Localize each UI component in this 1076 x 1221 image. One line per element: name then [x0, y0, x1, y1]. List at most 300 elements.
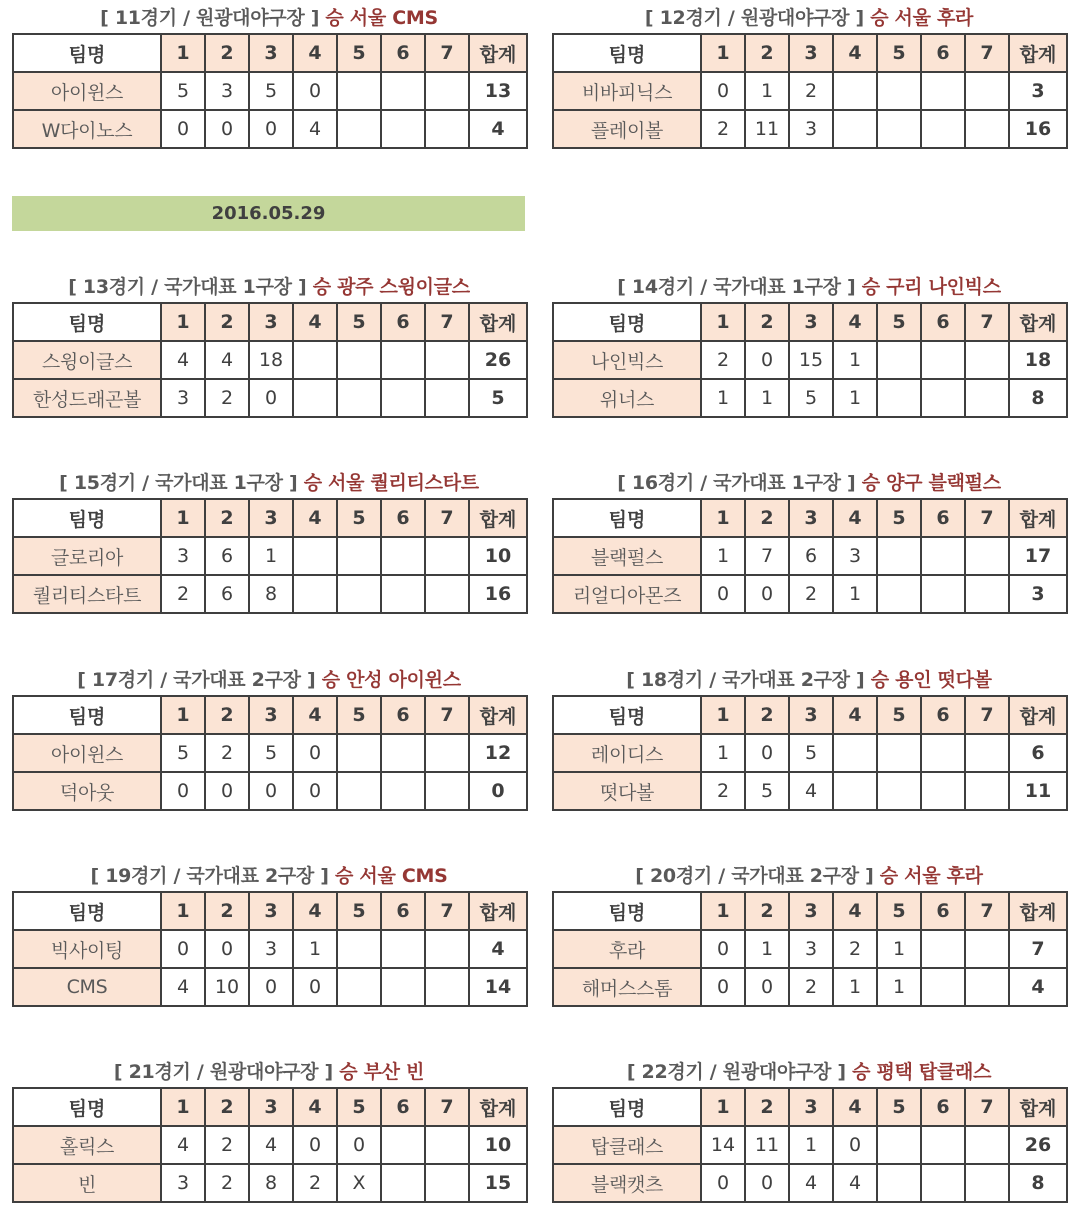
- inning-header: 3: [789, 892, 833, 930]
- inning-header: 6: [921, 499, 965, 537]
- team-name: 탑클래스: [553, 1126, 701, 1164]
- total-score: 15: [469, 1164, 527, 1202]
- team-row: [553, 72, 1067, 110]
- team-name: 아이윈스: [13, 734, 161, 772]
- inning-score: 18: [249, 341, 293, 379]
- team-name: 비바피닉스: [553, 72, 701, 110]
- inning-score: [337, 930, 381, 968]
- team-name: 아이윈스: [13, 72, 161, 110]
- inning-score: [921, 575, 965, 613]
- game-winner: 승 서울 후라: [870, 7, 974, 29]
- team-name: 홀릭스: [13, 1126, 161, 1164]
- game-title: [12, 272, 526, 302]
- inning-score: [381, 772, 425, 810]
- game-winner: 승 광주 스윙이글스: [312, 276, 470, 298]
- total-score: 8: [1009, 379, 1067, 417]
- game-winner: 승 서울 CMS: [325, 7, 438, 29]
- inning-score: [381, 930, 425, 968]
- inning-score: [921, 734, 965, 772]
- inning-header: 4: [293, 1088, 337, 1126]
- inning-score: 15: [789, 341, 833, 379]
- inning-header: 5: [877, 303, 921, 341]
- inning-score: [425, 1126, 469, 1164]
- inning-score: [921, 1164, 965, 1202]
- inning-score: [877, 772, 921, 810]
- team-row: [553, 110, 1067, 148]
- inning-score: 1: [789, 1126, 833, 1164]
- header-row: [553, 499, 1067, 537]
- total-score: 7: [1009, 930, 1067, 968]
- inning-header: 3: [249, 892, 293, 930]
- inning-score: [337, 72, 381, 110]
- header-row: [13, 892, 527, 930]
- inning-score: [425, 575, 469, 613]
- game-title: [552, 665, 1066, 695]
- team-name: CMS: [13, 968, 161, 1006]
- inning-score: 0: [745, 341, 789, 379]
- total-score: 6: [1009, 734, 1067, 772]
- game-label: [ 22경기 / 원광대야구장 ]: [626, 1061, 846, 1083]
- inning-score: 0: [161, 772, 205, 810]
- inning-score: [381, 341, 425, 379]
- inning-score: 2: [161, 575, 205, 613]
- inning-score: [425, 1164, 469, 1202]
- inning-header: 3: [249, 696, 293, 734]
- inning-score: [965, 110, 1009, 148]
- inning-score: 5: [789, 734, 833, 772]
- inning-score: 0: [745, 1164, 789, 1202]
- inning-score: [337, 341, 381, 379]
- score-table: [12, 498, 528, 614]
- inning-header: 2: [205, 696, 249, 734]
- inning-header: 1: [701, 1088, 745, 1126]
- score-table: [12, 1087, 528, 1203]
- inning-header: 5: [337, 696, 381, 734]
- inning-score: [337, 772, 381, 810]
- team-name: 스윙이글스: [13, 341, 161, 379]
- game-winner: 승 서울 후라: [879, 865, 983, 887]
- inning-score: 4: [789, 772, 833, 810]
- team-row: [13, 968, 527, 1006]
- team-name: W다이노스: [13, 110, 161, 148]
- inning-header: 5: [337, 1088, 381, 1126]
- game-title: [12, 3, 526, 33]
- inning-score: 4: [789, 1164, 833, 1202]
- header-row: [553, 892, 1067, 930]
- inning-score: [965, 575, 1009, 613]
- inning-score: 4: [161, 341, 205, 379]
- team-name: 리얼디아몬즈: [553, 575, 701, 613]
- game-winner: 승 부산 빈: [339, 1061, 425, 1083]
- inning-score: 3: [249, 930, 293, 968]
- inning-score: [425, 968, 469, 1006]
- inning-header: 6: [921, 34, 965, 72]
- inning-header: 1: [161, 34, 205, 72]
- inning-header: 4: [833, 1088, 877, 1126]
- team-row: [13, 1126, 527, 1164]
- score-table: [552, 1087, 1068, 1203]
- inning-score: [381, 537, 425, 575]
- team-name: 퀄리티스타트: [13, 575, 161, 613]
- inning-header: 4: [293, 34, 337, 72]
- game-block: [12, 665, 526, 811]
- score-table: [12, 695, 528, 811]
- inning-score: 2: [833, 930, 877, 968]
- inning-header: 1: [161, 499, 205, 537]
- total-score: 26: [469, 341, 527, 379]
- team-header: 팀명: [553, 34, 701, 72]
- header-row: [553, 34, 1067, 72]
- inning-header: 3: [249, 303, 293, 341]
- team-row: [13, 1164, 527, 1202]
- inning-header: 2: [205, 499, 249, 537]
- inning-score: 0: [745, 968, 789, 1006]
- inning-score: 0: [745, 734, 789, 772]
- inning-score: 1: [701, 537, 745, 575]
- inning-score: [293, 537, 337, 575]
- inning-score: [337, 537, 381, 575]
- inning-score: [965, 72, 1009, 110]
- team-name: 떳다볼: [553, 772, 701, 810]
- inning-header: 6: [381, 499, 425, 537]
- game-label: [ 12경기 / 원광대야구장 ]: [644, 7, 864, 29]
- game-label: [ 16경기 / 국가대표 1구장 ]: [617, 472, 856, 494]
- inning-score: [921, 379, 965, 417]
- inning-header: 3: [789, 1088, 833, 1126]
- inning-score: [877, 1164, 921, 1202]
- total-score: 10: [469, 1126, 527, 1164]
- inning-score: 1: [293, 930, 337, 968]
- team-row: [13, 575, 527, 613]
- total-header: 합계: [469, 696, 527, 734]
- inning-header: 3: [789, 499, 833, 537]
- game-title: [12, 468, 526, 498]
- score-table: [12, 891, 528, 1007]
- inning-header: 6: [381, 303, 425, 341]
- inning-score: [833, 110, 877, 148]
- inning-score: [877, 379, 921, 417]
- inning-score: 6: [789, 537, 833, 575]
- inning-score: [381, 379, 425, 417]
- inning-header: 3: [789, 34, 833, 72]
- game-label: [ 21경기 / 원광대야구장 ]: [113, 1061, 333, 1083]
- inning-score: [337, 734, 381, 772]
- inning-score: [965, 1126, 1009, 1164]
- inning-header: 7: [965, 1088, 1009, 1126]
- inning-score: 0: [293, 734, 337, 772]
- game-label: [ 11경기 / 원광대야구장 ]: [100, 7, 320, 29]
- inning-header: 4: [293, 303, 337, 341]
- inning-header: 2: [205, 34, 249, 72]
- team-row: [13, 110, 527, 148]
- inning-header: 1: [701, 696, 745, 734]
- inning-score: [921, 72, 965, 110]
- inning-score: [833, 734, 877, 772]
- inning-score: 8: [249, 575, 293, 613]
- team-row: [13, 930, 527, 968]
- inning-header: 5: [337, 499, 381, 537]
- inning-header: 4: [833, 696, 877, 734]
- game-title: [552, 468, 1066, 498]
- inning-score: [965, 341, 1009, 379]
- inning-header: 4: [833, 499, 877, 537]
- inning-header: 7: [965, 303, 1009, 341]
- header-row: [13, 1088, 527, 1126]
- inning-score: 4: [833, 1164, 877, 1202]
- inning-header: 3: [789, 303, 833, 341]
- inning-score: 5: [249, 72, 293, 110]
- inning-score: 5: [161, 734, 205, 772]
- inning-score: [965, 1164, 1009, 1202]
- inning-header: 5: [337, 34, 381, 72]
- team-row: [13, 72, 527, 110]
- game-block: [12, 468, 526, 614]
- inning-score: [425, 734, 469, 772]
- inning-score: 11: [745, 1126, 789, 1164]
- inning-header: 7: [965, 34, 1009, 72]
- header-row: [553, 1088, 1067, 1126]
- game-block: [552, 665, 1066, 811]
- team-row: [13, 734, 527, 772]
- inning-score: [877, 537, 921, 575]
- inning-score: [381, 968, 425, 1006]
- inning-score: [381, 110, 425, 148]
- inning-header: 3: [249, 499, 293, 537]
- team-header: 팀명: [553, 499, 701, 537]
- total-header: 합계: [1009, 1088, 1067, 1126]
- inning-header: 5: [877, 34, 921, 72]
- total-header: 합계: [1009, 892, 1067, 930]
- inning-score: 11: [745, 110, 789, 148]
- team-name: 해머스스톰: [553, 968, 701, 1006]
- inning-score: 1: [833, 379, 877, 417]
- game-winner: 승 구리 나인빅스: [861, 276, 1001, 298]
- inning-score: 1: [745, 72, 789, 110]
- header-row: [13, 34, 527, 72]
- inning-header: 4: [293, 499, 337, 537]
- team-row: [553, 968, 1067, 1006]
- inning-score: 0: [701, 1164, 745, 1202]
- inning-score: 2: [701, 341, 745, 379]
- inning-score: 3: [161, 537, 205, 575]
- team-name: 글로리아: [13, 537, 161, 575]
- inning-score: 0: [205, 110, 249, 148]
- inning-score: 1: [833, 968, 877, 1006]
- total-score: 18: [1009, 341, 1067, 379]
- inning-score: 2: [205, 1126, 249, 1164]
- inning-score: 5: [249, 734, 293, 772]
- inning-score: 2: [293, 1164, 337, 1202]
- inning-header: 3: [249, 34, 293, 72]
- inning-score: [425, 341, 469, 379]
- inning-header: 7: [965, 892, 1009, 930]
- inning-score: 0: [293, 968, 337, 1006]
- total-score: 26: [1009, 1126, 1067, 1164]
- total-score: 13: [469, 72, 527, 110]
- inning-header: 6: [381, 696, 425, 734]
- inning-header: 5: [337, 303, 381, 341]
- team-header: 팀명: [553, 892, 701, 930]
- inning-score: [293, 575, 337, 613]
- team-header: 팀명: [13, 892, 161, 930]
- team-row: [13, 772, 527, 810]
- total-score: 16: [469, 575, 527, 613]
- inning-score: 4: [249, 1126, 293, 1164]
- total-score: 16: [1009, 110, 1067, 148]
- game-block: [552, 272, 1066, 418]
- team-row: [553, 1126, 1067, 1164]
- game-title: [12, 1057, 526, 1087]
- game-block: [552, 1057, 1066, 1203]
- inning-score: [921, 537, 965, 575]
- total-score: 4: [469, 110, 527, 148]
- total-header: 합계: [1009, 696, 1067, 734]
- score-table: [12, 33, 528, 149]
- game-title: [552, 1057, 1066, 1087]
- inning-score: [293, 379, 337, 417]
- inning-header: 3: [249, 1088, 293, 1126]
- inning-header: 2: [745, 696, 789, 734]
- inning-score: 2: [701, 772, 745, 810]
- inning-score: 0: [205, 930, 249, 968]
- team-row: [553, 575, 1067, 613]
- total-header: 합계: [469, 1088, 527, 1126]
- total-score: 4: [1009, 968, 1067, 1006]
- inning-header: 6: [921, 303, 965, 341]
- total-score: 3: [1009, 575, 1067, 613]
- total-score: 14: [469, 968, 527, 1006]
- inning-score: [293, 341, 337, 379]
- inning-header: 5: [877, 696, 921, 734]
- inning-score: [965, 537, 1009, 575]
- team-name: 블랙캣츠: [553, 1164, 701, 1202]
- inning-score: 10: [205, 968, 249, 1006]
- inning-header: 7: [425, 892, 469, 930]
- inning-score: 0: [293, 1126, 337, 1164]
- team-name: 한성드래곤볼: [13, 379, 161, 417]
- team-header: 팀명: [13, 499, 161, 537]
- inning-score: 3: [833, 537, 877, 575]
- inning-score: 3: [161, 1164, 205, 1202]
- inning-score: 6: [205, 537, 249, 575]
- inning-header: 2: [745, 303, 789, 341]
- game-block: [12, 3, 526, 149]
- header-row: [553, 696, 1067, 734]
- inning-score: 2: [205, 734, 249, 772]
- inning-score: [921, 1126, 965, 1164]
- total-score: 17: [1009, 537, 1067, 575]
- inning-score: 0: [249, 379, 293, 417]
- team-row: [553, 930, 1067, 968]
- total-score: 4: [469, 930, 527, 968]
- game-label: [ 15경기 / 국가대표 1구장 ]: [59, 472, 298, 494]
- inning-header: 5: [877, 1088, 921, 1126]
- inning-score: 5: [161, 72, 205, 110]
- team-name: 플레이볼: [553, 110, 701, 148]
- inning-score: 2: [205, 1164, 249, 1202]
- total-score: 11: [1009, 772, 1067, 810]
- inning-score: 0: [833, 1126, 877, 1164]
- inning-header: 6: [921, 892, 965, 930]
- inning-score: 5: [789, 379, 833, 417]
- inning-score: [877, 341, 921, 379]
- inning-header: 7: [965, 499, 1009, 537]
- inning-score: [921, 968, 965, 1006]
- inning-header: 2: [205, 892, 249, 930]
- total-score: 0: [469, 772, 527, 810]
- inning-score: 0: [745, 575, 789, 613]
- score-table: [552, 498, 1068, 614]
- team-name: 레이디스: [553, 734, 701, 772]
- inning-score: 4: [293, 110, 337, 148]
- team-header: 팀명: [553, 696, 701, 734]
- inning-header: 4: [833, 303, 877, 341]
- inning-score: 0: [293, 772, 337, 810]
- inning-score: 4: [161, 1126, 205, 1164]
- inning-header: 1: [701, 499, 745, 537]
- header-row: [13, 499, 527, 537]
- score-table: [552, 891, 1068, 1007]
- team-header: 팀명: [553, 1088, 701, 1126]
- game-winner: 승 안성 아이윈스: [321, 669, 461, 691]
- inning-score: 4: [205, 341, 249, 379]
- inning-score: [833, 772, 877, 810]
- team-row: [553, 379, 1067, 417]
- inning-score: X: [337, 1164, 381, 1202]
- inning-score: [921, 772, 965, 810]
- inning-score: 0: [337, 1126, 381, 1164]
- total-header: 합계: [469, 303, 527, 341]
- game-title: [552, 861, 1066, 891]
- inning-header: 5: [337, 892, 381, 930]
- inning-score: [921, 110, 965, 148]
- inning-score: 5: [745, 772, 789, 810]
- header-row: [553, 303, 1067, 341]
- total-header: 합계: [469, 892, 527, 930]
- game-block: [552, 468, 1066, 614]
- inning-score: 0: [161, 930, 205, 968]
- inning-score: 0: [161, 110, 205, 148]
- inning-score: 0: [249, 110, 293, 148]
- inning-score: 0: [249, 968, 293, 1006]
- total-header: 합계: [1009, 499, 1067, 537]
- game-block: [552, 3, 1066, 149]
- team-header: 팀명: [13, 696, 161, 734]
- inning-header: 1: [161, 1088, 205, 1126]
- inning-score: [877, 734, 921, 772]
- inning-header: 1: [701, 303, 745, 341]
- score-table: [552, 33, 1068, 149]
- game-winner: 승 양구 블랙펄스: [861, 472, 1001, 494]
- inning-header: 2: [745, 892, 789, 930]
- inning-header: 7: [425, 34, 469, 72]
- inning-score: [965, 930, 1009, 968]
- game-label: [ 14경기 / 국가대표 1구장 ]: [617, 276, 856, 298]
- inning-score: 2: [789, 968, 833, 1006]
- game-block: [12, 272, 526, 418]
- inning-score: 0: [205, 772, 249, 810]
- team-row: [13, 537, 527, 575]
- inning-score: 0: [701, 575, 745, 613]
- team-row: [13, 379, 527, 417]
- team-name: 블랙펄스: [553, 537, 701, 575]
- total-score: 3: [1009, 72, 1067, 110]
- game-winner: 승 평택 탑클래스: [852, 1061, 992, 1083]
- inning-score: 3: [789, 930, 833, 968]
- inning-header: 1: [701, 892, 745, 930]
- inning-score: [965, 772, 1009, 810]
- inning-header: 7: [425, 303, 469, 341]
